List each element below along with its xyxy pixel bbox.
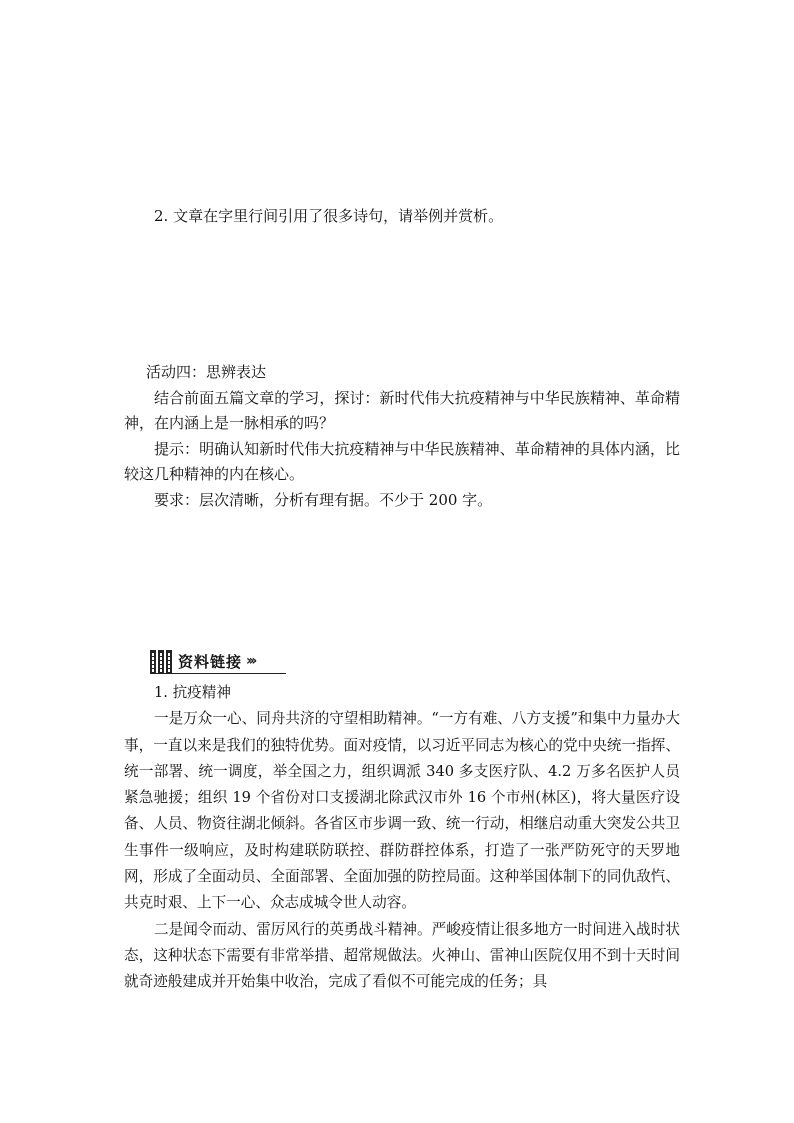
question-2-text: 2. 文章在字里行间引用了很多诗句，请举例并赏析。 [154,207,504,225]
activity-4-prompt: 结合前面五篇文章的学习，探讨：新时代伟大抗疫精神与中华民族精神、革命精神，在内涵上是一脉相承的吗？ [124,388,680,432]
resource-links-section [124,646,680,996]
activity-4-hint: 提示：明确认知新时代伟大抗疫精神与中华民族精神、革命精神的具体内涵，比较这几种精神的内在核心。 [124,439,680,483]
activity-4-requirement: 要求：层次清晰，分析有理有据。不少于 200 字。 [154,490,493,509]
resource-heading: 1. 抗疫精神 [154,684,231,701]
activity-4-section [124,360,680,513]
double-arrow-icon: ››› [246,653,255,669]
resource-paragraph-2: 二是闻令而动、雷厉风行的英勇战斗精神。严峻疫情让很多地方一时间进入战时状态，这种状态下需要有非常举措、超常规做法。火神山、雷神山医院仅用不到十天时间就奇迹般建成并开始集中收治，完成了看似不可能完成的任务；具 [124,920,680,991]
resource-links-banner [150,646,680,676]
banner-title: 资料链接 [178,652,243,671]
resource-paragraph-1: 一是万众一心、同舟共济的守望相助精神。“一方有难、八方支援”和集中力量办大事，一直以来是我们的独特优势。面对疫情，以习近平同志为核心的党中央统一指挥、统一部署、统一调度，举全国之力，组织调派 340 多支医疗队、4.2 万多名医护人员紧急驰援；组织 19 个省份对口支援湖北除武汉市外 16 个市州(林区)，将大量医疗设备、人员、物资往湖北倾斜。各省区市步调一致、统一行动，相继启动重大突发公共卫生事件一级响应，及时构建联防联控、群防群控体系，打造了一张严防死守的天罗地网，形成了全面动员、全面部署、全面加强的防控局面。这种举国体制下的同仇敌忾、共克时艰、上下一心、众志成城令世人动容。 [124,710,680,912]
question-2 [124,204,680,229]
books-icon [150,648,172,674]
banner-underline [150,673,286,674]
activity-4-title: 活动四：思辨表达 [146,363,267,381]
